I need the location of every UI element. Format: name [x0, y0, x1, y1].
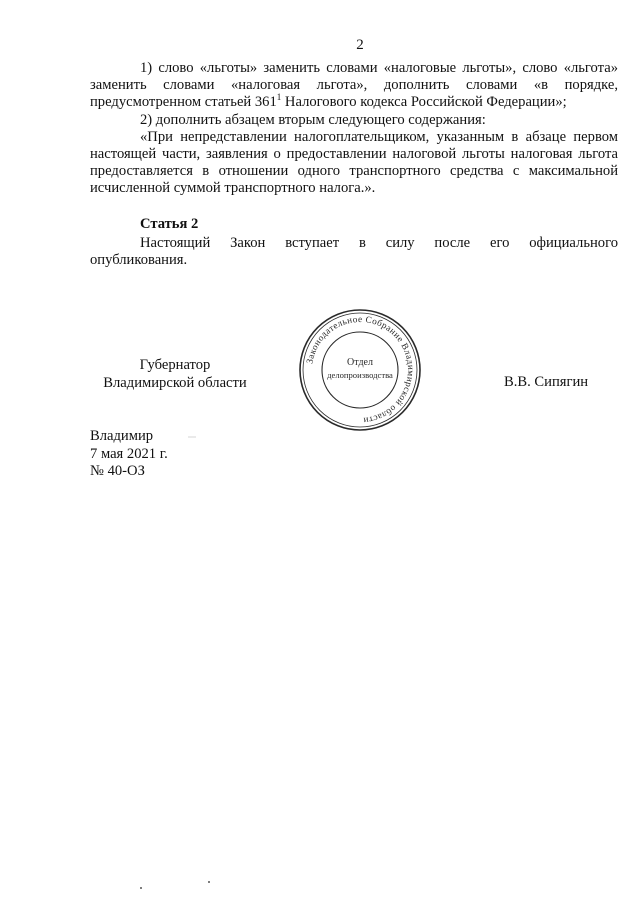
- quoted-paragraph: «При непредставлении налогоплательщиком, указанным в абзаце первом настоящей части, заявления о предоставлении налоговой льготы налоговая льгота предоставляется в отношении одного транспортного средства с максимальной исчисленной суммой транспортного налога.».: [90, 128, 618, 197]
- signatory-title: Губернатор: [139, 357, 211, 373]
- footer-city: Владимир: [90, 428, 154, 444]
- amendment-item-1-tail: Налогового кодекса Российской Федерации»;: [281, 94, 567, 111]
- signatory-name: В.В. Сипягин: [504, 374, 589, 390]
- stamp-ring-text: Законодательное Собрание Владимирской области: [304, 313, 417, 426]
- page-number: 2: [356, 37, 364, 53]
- article-2-line-1: Настоящий Закон вступает в силу после его официального: [140, 235, 618, 251]
- amendment-item-1-text: 1) слово «льготы» заменить словами «налоговые льготы», слово «льгота» заменить словами «налоговая льгота», дополнить словами «в порядке, предусмотренном статьей 361: [90, 60, 618, 111]
- signatory-region: Владимирской области: [103, 375, 247, 391]
- stamp-center-line-1: Отдел: [347, 357, 373, 368]
- footer-date: 7 мая 2021 г.: [90, 445, 168, 462]
- footer-law-number: № 40-ОЗ: [90, 463, 145, 479]
- amendment-item-2: 2) дополнить абзацем вторым следующего содержания:: [140, 111, 486, 128]
- stamp-center-line-2: делопроизводства: [327, 370, 393, 380]
- article-2-line-2: опубликования.: [90, 252, 188, 269]
- article-2-heading: Статья 2: [140, 216, 199, 232]
- article-superscript: 1: [276, 92, 282, 103]
